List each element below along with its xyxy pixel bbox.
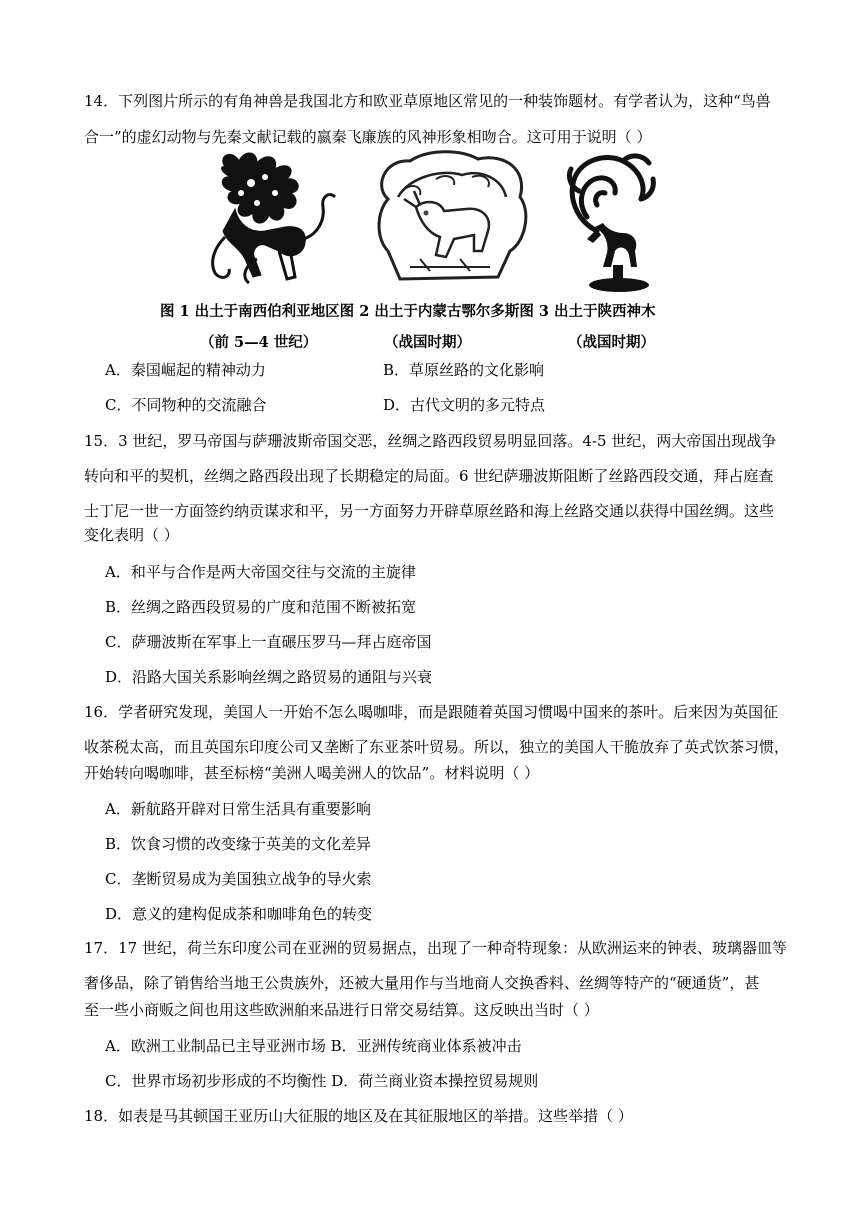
q17-stem-line-1: 17．17 世纪，荷兰东印度公司在亚洲的贸易据点，出现了一种奇特现象：从欧洲运来的钟表、玻璃器皿等	[84, 939, 787, 957]
q15-option-b: B．丝绸之路西段贸易的广度和范围不断被拓宽	[105, 598, 417, 616]
q14-option-c: C．不同物种的交流融合	[105, 396, 267, 414]
figure-1-horned-beast	[195, 147, 345, 295]
q14-caption-period-3: （战国时期）	[568, 334, 655, 351]
q14-figure-caption: 图 1 出土于南西伯利亚地区图 2 出土于内蒙古鄂尔多斯图 3 出土于陕西神木	[160, 303, 656, 320]
q14-option-b: B．草原丝路的文化影响	[383, 361, 545, 379]
q14-caption-period-1: （前 5—4 世纪）	[200, 334, 318, 351]
q14-option-a: A．秦国崛起的精神动力	[105, 361, 266, 379]
q15-stem-line-4: 变化表明（ ）	[84, 526, 179, 544]
q15-stem-line-3: 士丁尼一世一方面签约纳贡谋求和平，另一方面努力开辟草原丝路和海上丝路交通以获得中国丝绸。这些	[84, 502, 775, 520]
q14-stem-line-1: 14．下列图片所示的有角神兽是我国北方和欧亚草原地区常见的一种装饰题材。有学者认为，这种“鸟兽	[84, 92, 771, 110]
q14-stem-line-2: 合一”的虚幻动物与先秦文献记载的嬴秦飞廉族的风神形象相吻合。这可用于说明（ ）	[84, 128, 652, 146]
q14-figures	[195, 147, 665, 297]
q14-caption-period-2: （战国时期）	[384, 334, 471, 351]
q18-stem-line-1: 18．如表是马其顿国王亚历山大征服的地区及在其征服地区的举措。这些举措（ ）	[84, 1107, 633, 1125]
q15-stem-line-2: 转向和平的契机，丝绸之路西段出现了长期稳定的局面。6 世纪萨珊波斯阻断了丝路西段交通，拜占庭查	[84, 467, 774, 485]
q15-option-c: C．萨珊波斯在军事上一直碾压罗马—拜占庭帝国	[105, 633, 432, 651]
q16-stem-line-1: 16．学者研究发现，美国人一开始不怎么喝咖啡，而是跟随着英国习惯喝中国来的茶叶。后来因为英国征	[84, 703, 779, 721]
figure-3-antlered-deer	[557, 147, 665, 295]
q16-option-b: B．饮食习惯的改变缘于英美的文化差异	[105, 835, 372, 853]
q17-options-c-d: C．世界市场初步形成的不均衡性 D．荷兰商业资本操控贸易规则	[105, 1072, 539, 1090]
q15-stem-line-1: 15．3 世纪，罗马帝国与萨珊波斯帝国交恶，丝绸之路西段贸易明显回落。4-5 世纪，两大帝国出现战争	[84, 432, 777, 450]
q17-options-a-b: A．欧洲工业制品已主导亚洲市场 B．亚洲传统商业体系被冲击	[105, 1037, 522, 1055]
q16-stem-line-3: 开始转向喝咖啡，甚至标榜“美洲人喝美洲人的饮品”。材料说明（ ）	[84, 764, 540, 782]
q14-option-d: D．古代文明的多元特点	[383, 396, 546, 414]
q15-option-a: A．和平与合作是两大帝国交往与交流的主旋律	[105, 563, 416, 581]
q16-option-d: D．意义的建构促成茶和咖啡角色的转变	[105, 905, 373, 923]
q16-option-c: C．垄断贸易成为美国独立战争的导火索	[105, 870, 372, 888]
q17-stem-line-2: 奢侈品，除了销售给当地王公贵族外，还被大量用作与当地商人交换香料、丝绸等特产的“硬通货”，甚	[84, 974, 760, 992]
q17-stem-line-3: 至一些小商贩之间也用这些欧洲舶来品进行日常交易结算。这反映出当时（ ）	[84, 1001, 599, 1019]
q16-option-a: A．新航路开辟对日常生活具有重要影响	[105, 800, 371, 818]
figure-2-plaque-beast	[370, 147, 535, 295]
q16-stem-line-2: 收茶税太高，而且英国东印度公司又垄断了东亚茶叶贸易。所以，独立的美国人干脆放弃了英式饮茶习惯，	[84, 738, 790, 756]
q15-option-d: D．沿路大国关系影响丝绸之路贸易的通阻与兴衰	[105, 668, 433, 686]
